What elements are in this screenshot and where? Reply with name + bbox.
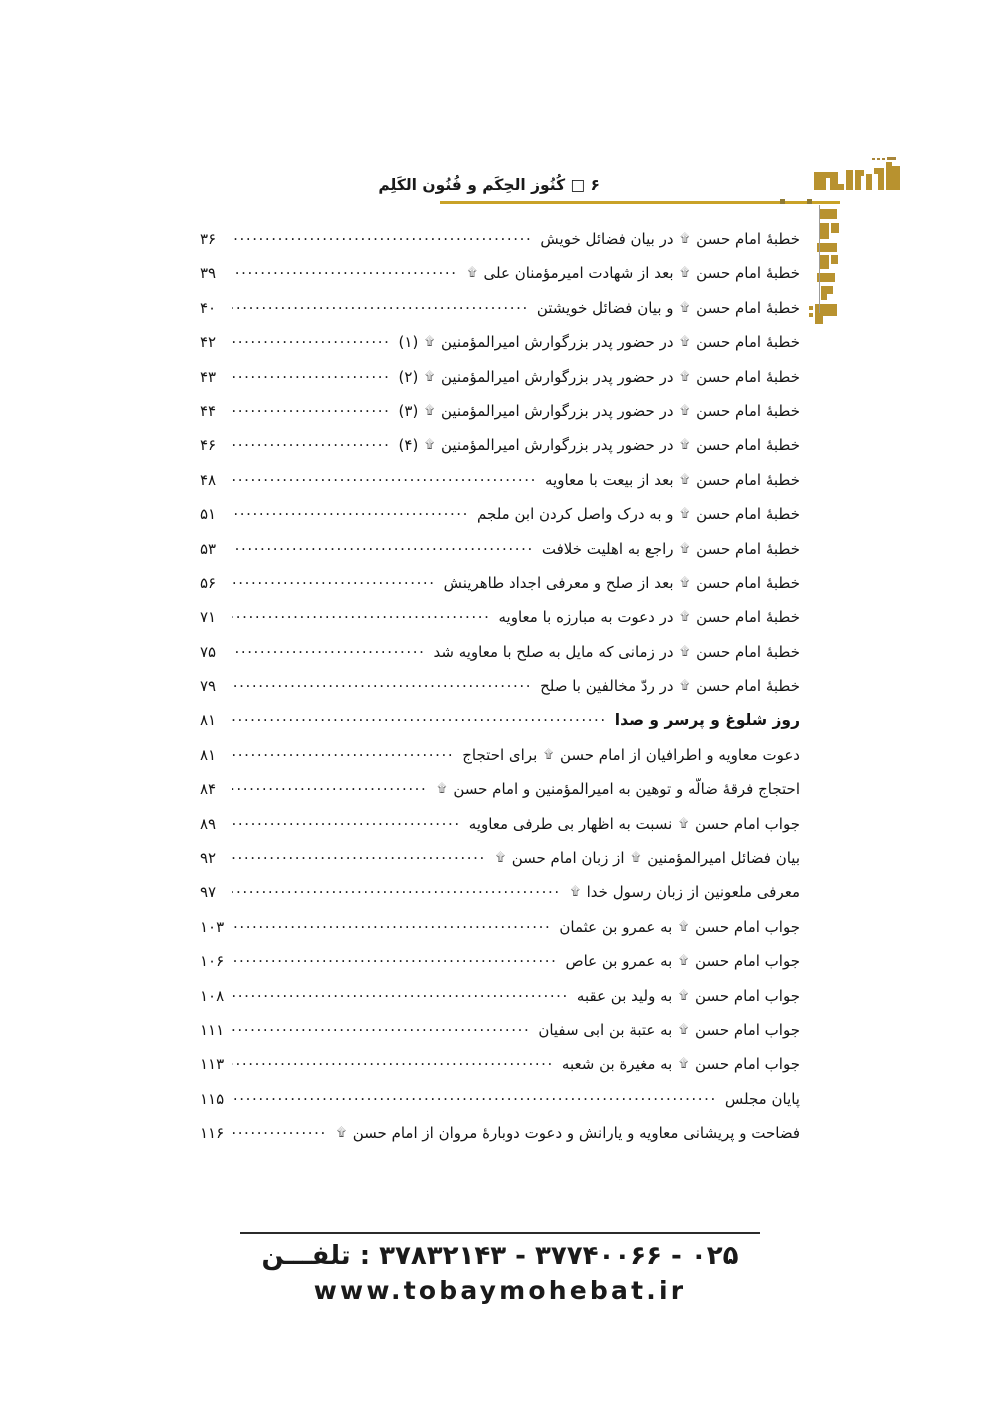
toc-entry-label: خطبهٔ امام حسن ۩ در حضور پدر بزرگوارش امیرالمؤمنین ۩ (۱) — [398, 333, 800, 352]
alayhis-salam-ornament-icon: ۩ — [680, 643, 690, 658]
toc-entry-label: خطبهٔ امام حسن ۩ بعد از بیعت با معاویه — [545, 470, 800, 489]
toc-entry-label: معرفی ملعونین از زبان رسول خدا ۩ — [570, 883, 800, 902]
toc-entry[interactable] — [200, 434, 800, 468]
toc-entry-label: خطبهٔ امام حسن ۩ در حضور پدر بزرگوارش امیرالمؤمنین ۩ (۲) — [398, 367, 800, 386]
toc-entry[interactable] — [200, 916, 800, 950]
toc-page-number: ۱۰۸ — [200, 986, 225, 1005]
toc-leader-dots — [232, 916, 551, 932]
toc-entry[interactable] — [200, 262, 800, 296]
alayhis-salam-ornament-icon: ۩ — [680, 609, 690, 624]
toc-page-number: ۴۸ — [200, 470, 217, 489]
toc-leader-dots — [232, 847, 486, 863]
toc-entry-label: خطبهٔ امام حسن ۩ در دعوت به مبارزه با معاویه — [498, 608, 800, 627]
alayhis-salam-ornament-icon: ۩ — [680, 437, 690, 452]
toc-entry[interactable] — [200, 572, 800, 606]
toc-page-number: ۸۱ — [200, 711, 217, 730]
alayhis-salam-ornament-icon: ۩ — [679, 953, 689, 968]
toc-page-number: ۴۲ — [200, 333, 217, 352]
toc-leader-dots — [232, 262, 458, 278]
toc-page-number: ۱۱۳ — [200, 1055, 225, 1074]
toc-leader-dots — [232, 950, 557, 966]
toc-page-number: ۵۶ — [200, 573, 217, 592]
toc-entry-label: احتجاج فرقهٔ ضالّه و توهین به امیرالمؤمنین و امام حسن ۩ — [437, 780, 800, 799]
footer-divider — [240, 1232, 760, 1234]
toc-leader-dots — [232, 469, 537, 485]
toc-entry[interactable] — [200, 1019, 800, 1053]
toc-entry[interactable] — [200, 813, 800, 847]
toc-leader-dots — [232, 400, 391, 416]
toc-entry-label: بیان فضائل امیرالمؤمنین ۩ از زبان امام حسن ۩ — [495, 849, 800, 868]
toc-entry[interactable] — [200, 950, 800, 984]
toc-entry-label: خطبهٔ امام حسن ۩ و بیان فضائل خویشتن — [536, 298, 800, 317]
toc-page-number: ۸۱ — [200, 745, 217, 764]
alayhis-salam-ornament-icon: ۩ — [679, 918, 689, 933]
toc-leader-dots — [232, 709, 607, 725]
alayhis-salam-ornament-icon: ۩ — [544, 746, 554, 761]
toc-entry[interactable] — [200, 538, 800, 572]
toc-page-number: ۷۱ — [200, 608, 217, 627]
toc-leader-dots — [232, 675, 532, 691]
toc-entry-label: روز شلوغ و پرسر و صدا — [614, 711, 800, 730]
footer-website[interactable]: www.tobaymohebat.ir — [313, 1276, 687, 1306]
toc-leader-dots — [232, 985, 569, 1001]
alayhis-salam-ornament-icon: ۩ — [680, 334, 690, 349]
spine-logo-icon — [805, 205, 861, 330]
alayhis-salam-ornament-icon: ۩ — [425, 368, 435, 383]
toc-entry-label: خطبهٔ امام حسن ۩ در حضور پدر بزرگوارش امیرالمؤمنین ۩ (۴) — [398, 436, 800, 455]
alayhis-salam-ornament-icon: ۩ — [680, 265, 690, 280]
running-header — [200, 160, 860, 220]
page-footer — [0, 1232, 1000, 1305]
toc-page-number: ۴۳ — [200, 367, 217, 386]
toc-leader-dots — [232, 1053, 554, 1069]
toc-leader-dots — [232, 606, 491, 622]
toc-entry[interactable] — [200, 847, 800, 881]
toc-page-number: ۳۹ — [200, 264, 217, 283]
alayhis-salam-ornament-icon: ۩ — [679, 815, 689, 830]
alayhis-salam-ornament-icon: ۩ — [336, 1125, 346, 1140]
toc-leader-dots — [232, 881, 561, 897]
toc-leader-dots — [232, 1088, 717, 1104]
toc-page-number: ۴۰ — [200, 298, 217, 317]
toc-entry[interactable] — [200, 1053, 800, 1087]
toc-leader-dots — [232, 641, 426, 657]
alayhis-salam-ornament-icon: ۩ — [570, 884, 580, 899]
toc-page-number: ۸۹ — [200, 814, 217, 833]
toc-page-number: ۳۶ — [200, 230, 217, 248]
masthead-logo-icon — [812, 156, 904, 202]
toc-entry-label: خطبهٔ امام حسن ۩ در حضور پدر بزرگوارش امیرالمؤمنین ۩ (۳) — [398, 401, 800, 420]
alayhis-salam-ornament-icon: ۩ — [679, 987, 689, 1002]
toc-entry[interactable] — [200, 675, 800, 709]
toc-leader-dots — [232, 434, 391, 450]
toc-page-number: ۴۴ — [200, 401, 217, 420]
alayhis-salam-ornament-icon: ۩ — [425, 334, 435, 349]
toc-entry[interactable] — [200, 228, 800, 262]
toc-section-heading[interactable] — [200, 709, 800, 743]
toc-entry[interactable] — [200, 881, 800, 915]
toc-page-number: ۱۱۱ — [200, 1020, 225, 1039]
toc-leader-dots — [232, 331, 391, 347]
toc-entry[interactable] — [200, 1088, 800, 1122]
alayhis-salam-ornament-icon: ۩ — [631, 850, 641, 865]
page-title: ۶ □ کُنُوز الحِکَم و فُنُون الکَلِم — [378, 176, 600, 194]
toc-entry[interactable] — [200, 503, 800, 537]
toc-leader-dots — [232, 744, 454, 760]
alayhis-salam-ornament-icon: ۩ — [680, 299, 690, 314]
toc-leader-dots — [232, 778, 427, 794]
alayhis-salam-ornament-icon: ۩ — [437, 781, 447, 796]
toc-entry-label: جواب امام حسن ۩ به عمرو بن عثمان — [559, 917, 800, 936]
toc-entry-label: جواب امام حسن ۩ نسبت به اظهار بی طرفی معاویه — [468, 814, 800, 833]
toc-entry-label: خطبهٔ امام حسن ۩ و به درک واصل کردن ابن ملجم — [477, 505, 800, 524]
alayhis-salam-ornament-icon: ۩ — [425, 437, 435, 452]
toc-page-number: ۵۳ — [200, 539, 217, 558]
toc-page-number: ۵۱ — [200, 505, 217, 524]
toc-page-number: ۹۲ — [200, 849, 217, 868]
toc-entry-label: جواب امام حسن ۩ به عمرو بن عاص — [565, 952, 800, 971]
alayhis-salam-ornament-icon: ۩ — [680, 540, 690, 555]
toc-entry-label: دعوت معاویه و اطرافیان از امام حسن ۩ برای احتجاج — [462, 745, 800, 764]
toc-entry[interactable] — [200, 744, 800, 778]
alayhis-salam-ornament-icon: ۩ — [680, 678, 690, 693]
toc-entry-label: جواب امام حسن ۩ به عتبة بن ابی سفیان — [538, 1020, 800, 1039]
toc-entry-label: خطبهٔ امام حسن ۩ در زمانی که مایل به صلح با معاویه شد — [433, 642, 800, 661]
alayhis-salam-ornament-icon: ۩ — [679, 1056, 689, 1071]
toc-entry[interactable] — [200, 331, 800, 365]
toc-entry[interactable] — [200, 778, 800, 812]
toc-page-number: ۱۱۵ — [200, 1089, 225, 1108]
toc-page-number: ۸۴ — [200, 780, 217, 799]
alayhis-salam-ornament-icon: ۩ — [680, 471, 690, 486]
toc-entry[interactable] — [200, 985, 800, 1019]
toc-entry-label: خطبهٔ امام حسن ۩ بعد از شهادت امیرمؤمنان علی ۩ — [467, 264, 800, 283]
alayhis-salam-ornament-icon: ۩ — [680, 574, 690, 589]
toc-entry-label: پایان مجلس — [724, 1089, 800, 1108]
toc-entry[interactable] — [200, 469, 800, 503]
alayhis-salam-ornament-icon: ۩ — [495, 850, 505, 865]
alayhis-salam-ornament-icon: ۩ — [680, 368, 690, 383]
alayhis-salam-ornament-icon: ۩ — [467, 265, 477, 280]
toc-entry-label: خطبهٔ امام حسن ۩ در ردّ مخالفین با صلح — [540, 677, 800, 696]
toc-entry-label: فضاحت و پریشانی معاویه و یارانش و دعوت دوبارهٔ مروان از امام حسن ۩ — [336, 1124, 800, 1143]
toc-leader-dots — [232, 503, 469, 519]
toc-page-number: ۱۰۳ — [200, 917, 225, 936]
alayhis-salam-ornament-icon: ۩ — [680, 231, 690, 245]
toc-leader-dots — [232, 1019, 530, 1035]
table-of-contents — [200, 228, 800, 1157]
alayhis-salam-ornament-icon: ۩ — [679, 1021, 689, 1036]
toc-entry[interactable] — [200, 641, 800, 675]
toc-entry-label: خطبهٔ امام حسن ۩ راجع به اهلیت خلافت — [541, 539, 800, 558]
toc-page-number: ۷۹ — [200, 677, 217, 696]
toc-leader-dots — [232, 228, 532, 244]
toc-entry[interactable] — [200, 297, 800, 331]
header-rule-dot — [780, 199, 785, 204]
toc-leader-dots — [232, 297, 529, 313]
toc-leader-dots — [232, 1122, 327, 1138]
toc-page-number: ۷۵ — [200, 642, 217, 661]
alayhis-salam-ornament-icon: ۩ — [680, 506, 690, 521]
toc-entry[interactable] — [200, 1122, 800, 1156]
toc-entry-label: جواب امام حسن ۩ به مغیرة بن شعبه — [561, 1055, 800, 1074]
toc-entry[interactable] — [200, 606, 800, 640]
toc-leader-dots — [232, 572, 436, 588]
toc-page-number: ۹۷ — [200, 883, 217, 902]
spine-divider-line — [819, 205, 821, 313]
toc-leader-dots — [232, 366, 391, 382]
alayhis-salam-ornament-icon: ۩ — [680, 402, 690, 417]
alayhis-salam-ornament-icon: ۩ — [425, 402, 435, 417]
toc-leader-dots — [232, 538, 534, 554]
toc-page-number: ۱۰۶ — [200, 952, 225, 971]
toc-page-number: ۴۶ — [200, 436, 217, 455]
toc-page-number: ۱۱۶ — [200, 1124, 225, 1143]
toc-entry[interactable] — [200, 400, 800, 434]
toc-entry-label: خطبهٔ امام حسن ۩ در بیان فضائل خویش — [540, 230, 800, 248]
toc-leader-dots — [232, 813, 461, 829]
toc-entry-label: خطبهٔ امام حسن ۩ بعد از صلح و معرفی اجداد طاهرینش — [443, 573, 800, 592]
toc-entry-label: جواب امام حسن ۩ به ولید بن عقبه — [576, 986, 800, 1005]
toc-entry[interactable] — [200, 366, 800, 400]
footer-phone: ۰۲۵ - ۳۷۷۴۰۰۶۶ - ۳۷۸۳۲۱۴۳ : تلفـــن — [261, 1240, 739, 1271]
